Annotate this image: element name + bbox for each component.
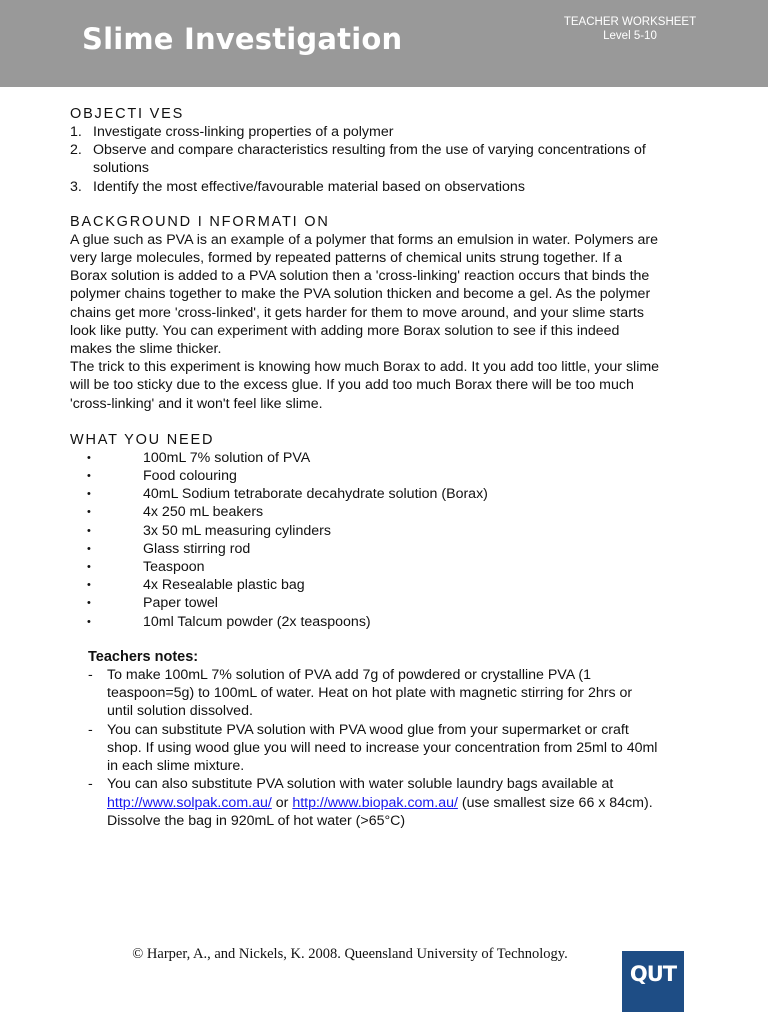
objective-number: 3. bbox=[70, 178, 82, 195]
bullet-icon: • bbox=[87, 579, 91, 592]
note-item bbox=[88, 721, 660, 776]
objective-item bbox=[70, 141, 660, 177]
qut-logo-text: QUT bbox=[629, 962, 677, 986]
bullet-icon: • bbox=[87, 597, 91, 610]
objectives-list bbox=[70, 123, 660, 196]
note-text-end: (use smallest size 66 x 84cm). Dissolve the bag in 920mL of hot water (>65°C) bbox=[107, 794, 653, 829]
material-text: Food colouring bbox=[143, 468, 237, 485]
background-paragraph-2: The trick to this experiment is knowing how much Borax to add. It you add too little, your slime will be too sticky due to the excess glue. If you add too much Borax there will be too much 'cross-linking' and it won't feel like slime. bbox=[70, 359, 660, 412]
material-text: Glass stirring rod bbox=[143, 540, 251, 557]
objective-number: 1. bbox=[70, 124, 82, 140]
note-text: You can substitute PVA solution with PVA wood glue from your supermarket or craft shop. If using wood glue you will need to increase your concentration from 25ml to 40ml in each slime mixture. bbox=[107, 721, 658, 775]
qut-logo bbox=[622, 951, 684, 1012]
what-you-need-section bbox=[70, 431, 660, 631]
material-item bbox=[70, 485, 660, 503]
background-section bbox=[70, 213, 660, 413]
material-item bbox=[70, 576, 660, 594]
materials-list bbox=[70, 449, 660, 631]
bullet-icon: • bbox=[87, 488, 91, 501]
material-item bbox=[70, 540, 660, 558]
material-item bbox=[70, 449, 660, 467]
objective-text: Investigate cross-linking properties of a polymer bbox=[93, 124, 394, 140]
teachers-notes-section bbox=[88, 648, 660, 830]
objectives-heading: OBJECTI VES bbox=[70, 106, 185, 122]
material-item bbox=[70, 594, 660, 612]
objective-item bbox=[70, 178, 660, 196]
material-text: 4x 250 mL beakers bbox=[143, 504, 264, 521]
bullet-icon: • bbox=[87, 451, 91, 464]
material-item bbox=[70, 522, 660, 540]
worksheet-tag bbox=[545, 15, 715, 43]
objective-text: Identify the most effective/favourable material based on observations bbox=[93, 178, 525, 195]
qut-logo-icon bbox=[622, 951, 684, 1012]
material-text: Paper towel bbox=[143, 595, 218, 612]
objectives-section bbox=[70, 105, 660, 196]
objective-text: Observe and compare characteristics resulting from the use of varying concentrations of solutions bbox=[93, 142, 646, 177]
bullet-icon: • bbox=[87, 542, 91, 555]
objective-number: 2. bbox=[70, 142, 82, 159]
objective-item bbox=[70, 123, 660, 141]
worksheet-level: Level 5-10 bbox=[603, 30, 657, 42]
material-text: 100mL 7% solution of PVA bbox=[143, 449, 311, 466]
worksheet-type: TEACHER WORKSHEET bbox=[563, 16, 697, 28]
note-item bbox=[88, 775, 660, 830]
note-text-start: You can also substitute PVA solution with water soluble laundry bags available at bbox=[107, 776, 614, 793]
page-title: Slime Investigation bbox=[82, 22, 403, 56]
material-text: 40mL Sodium tetraborate decahydrate solution (Borax) bbox=[143, 486, 488, 503]
material-item bbox=[70, 558, 660, 576]
material-item bbox=[70, 467, 660, 485]
note-item bbox=[88, 666, 660, 721]
bullet-icon: • bbox=[87, 561, 91, 574]
bullet-icon: • bbox=[87, 506, 91, 519]
bullet-icon: • bbox=[87, 524, 91, 537]
bullet-icon: • bbox=[87, 615, 91, 628]
what-you-need-heading: WHAT YOU NEED bbox=[70, 431, 215, 448]
teachers-notes-heading: Teachers notes: bbox=[88, 648, 199, 665]
solpak-link[interactable]: http://www.solpak.com.au/ bbox=[107, 794, 272, 811]
material-item bbox=[70, 613, 660, 631]
material-text: 4x Resealable plastic bag bbox=[143, 577, 305, 594]
note-text: To make 100mL 7% solution of PVA add 7g of powdered or crystalline PVA (1 teaspoon=5g) to 100mL of water. Heat on hot plate with magnetic stirring for 2hrs or until solution dissolved. bbox=[107, 667, 633, 720]
background-heading: BACKGROUND I NFORMATI ON bbox=[70, 213, 330, 230]
note-text-middle: or bbox=[271, 794, 293, 811]
worksheet-content bbox=[70, 105, 660, 830]
material-item bbox=[70, 503, 660, 521]
dash-marker: - bbox=[88, 721, 93, 738]
dash-marker: - bbox=[88, 776, 93, 793]
teachers-notes-list bbox=[88, 666, 660, 830]
dash-marker: - bbox=[88, 667, 93, 684]
material-text: Teaspoon bbox=[143, 559, 205, 576]
material-text: 3x 50 mL measuring cylinders bbox=[143, 522, 331, 539]
bullet-icon: • bbox=[87, 470, 91, 483]
copyright-footer: © Harper, A., and Nickels, K. 2008. Queensland University of Technology. bbox=[132, 946, 568, 962]
header-banner bbox=[0, 0, 768, 87]
material-text: 10ml Talcum powder (2x teaspoons) bbox=[143, 613, 371, 630]
background-paragraph-1: A glue such as PVA is an example of a polymer that forms an emulsion in water. Polymers are very large molecules, formed by repeated patterns of chemical units strung together. If a Borax solution is added to a PVA solution then a 'cross-linking' reaction occurs that binds the polymer chains together to make the PVA solution thicken and become a gel. As the polymer chains get more 'cross-linked', it gets harder for them to move around, and your slime starts look like putty. You can experiment with adding more Borax solution to see if this indeed makes the slime thicker. bbox=[70, 231, 659, 358]
biopak-link[interactable]: http://www.biopak.com.au/ bbox=[292, 794, 458, 811]
